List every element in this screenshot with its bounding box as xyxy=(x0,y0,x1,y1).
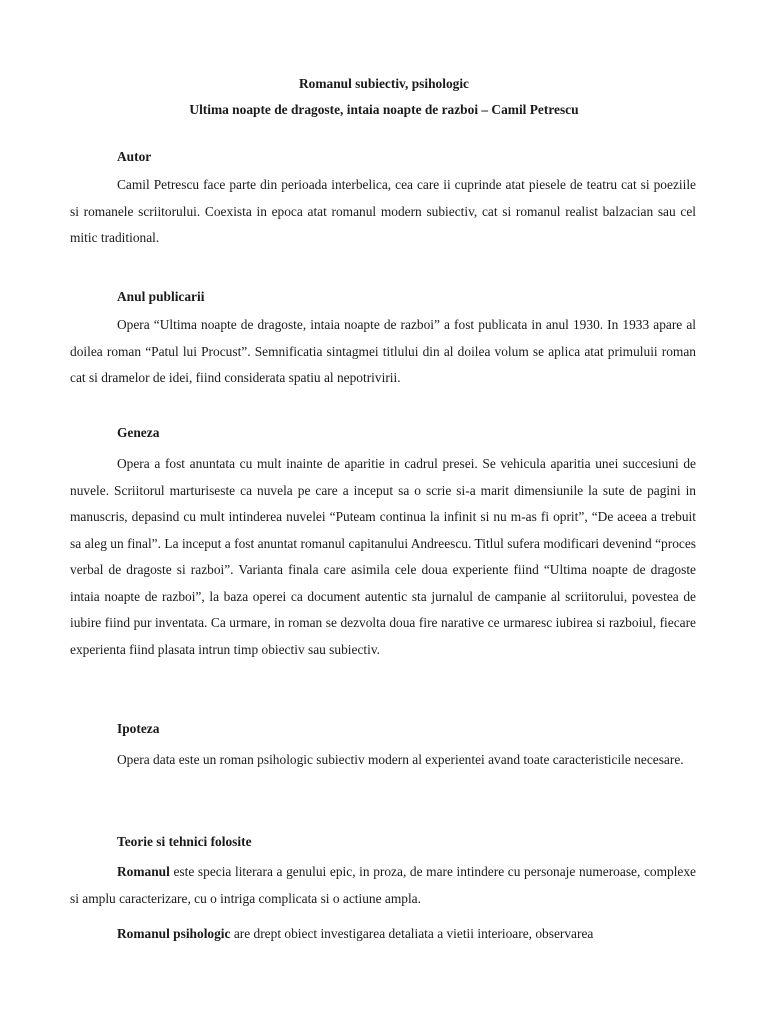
paragraph-ipoteza: Opera data este un roman psihologic subiectiv modern al experientei avand toate caracteristicile necesare. xyxy=(117,752,684,767)
paragraph-geneza: Opera a fost anuntata cu mult inainte de aparitie in cadrul presei. Se vehicula aparitia unei succesiuni de nuvele. Scriitorul marturiseste ca nuvela pe care a inceput sa o scrie si-a marit dimensiunile la sute de pagini in manuscris, depasind cu mult intinderea nuvelei “Puteam continua la infinit si nu m-as fi oprit”, “De aceea a trebuit sa aleg un final”. La inceput a fost anuntat romanul capitanului Andreescu. Titlul sufera modificari devenind “proces verbal de dragoste si razboi”. Varianta finala care asimila cele doua experiente fiind “Ultima noapte de dragoste intaia noapte de razboi”, la baza operei ca document autentic sta jurnalul de campanie al scriitorului, povestea de iubire fiind pur inventata. Ca urmare, in roman se dezvolta doua fire narative ce urmaresc iubirea si razboiul, fiecare experienta fiind plasata intrun timp obiectiv sau subiectiv. xyxy=(70,456,696,657)
document-subtitle: Ultima noapte de dragoste, intaia noapte de razboi – Camil Petrescu xyxy=(189,102,579,117)
paragraph-autor: Camil Petrescu face parte din perioada interbelica, cea care ii cuprinde atat piesele de teatru cat si poeziile si romanele scriitorului. Coexista in epoca atat romanul modern subiectiv, cat si romanul realist balzacian sau cel mitic traditional. xyxy=(70,177,696,245)
heading-autor: Autor xyxy=(117,149,152,164)
heading-anul-publicarii: Anul publicarii xyxy=(117,289,205,304)
term-romanul-psihologic: Romanul psihologic xyxy=(117,926,231,941)
term-romanul: Romanul xyxy=(117,864,170,879)
paragraph-romanul xyxy=(70,859,696,912)
definition-romanul-psihologic: are drept obiect investigarea detaliata a vietii interioare, observarea xyxy=(230,926,594,941)
heading-teorie: Teorie si tehnici folosite xyxy=(117,834,252,849)
paragraph-anul-publicarii: Opera “Ultima noapte de dragoste, intaia noapte de razboi” a fost publicata in anul 1930. In 1933 apare al doilea roman “Patul lui Procust”. Semnificatia sintagmei titlului din al doilea volum se aplica atat primuluii roman cat si dramelor de idei, fiind considerata spatiu al nepotrivirii. xyxy=(70,317,696,385)
paragraph-romanul-psihologic xyxy=(70,921,696,948)
heading-ipoteza: Ipoteza xyxy=(117,721,160,736)
heading-geneza: Geneza xyxy=(117,425,160,440)
definition-romanul: este specia literara a genului epic, in proza, de mare intindere cu personaje numeroase, complexe si amplu caracterizare, cu o intriga complicata si o actiune ampla. xyxy=(70,864,696,906)
document-title: Romanul subiectiv, psihologic xyxy=(298,76,470,91)
